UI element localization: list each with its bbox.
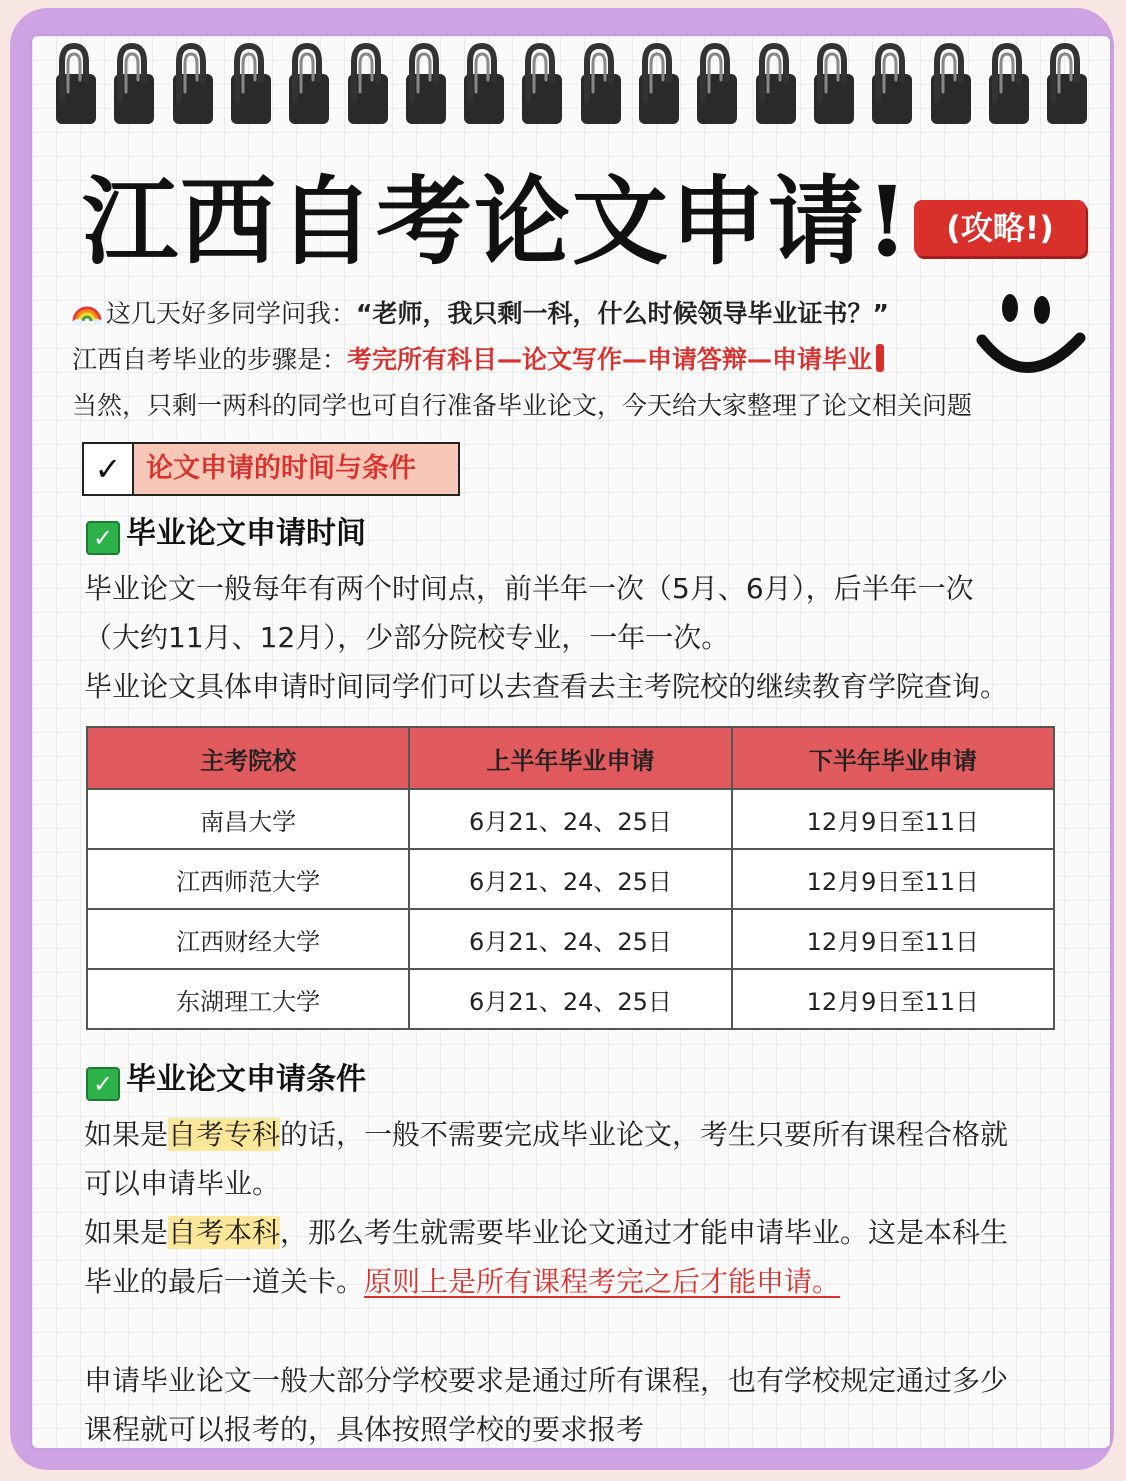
- condition-line: 可以申请毕业。: [84, 1167, 281, 1200]
- time-line: 毕业论文一般每年有两个时间点，前半年一次（5月、6月），后半年一次: [84, 572, 974, 605]
- table-row: [87, 909, 1054, 969]
- exclamation-icon: [876, 344, 884, 372]
- section-label: 论文申请的时间与条件: [134, 444, 458, 494]
- intro-line-3: 当然，只剩一两科的同学也可自行准备毕业论文，今天给大家整理了论文相关问题: [72, 391, 973, 420]
- schedule-table: [86, 726, 1055, 1030]
- spiral-ring: [923, 40, 979, 132]
- spiral-ring: [398, 40, 454, 132]
- spiral-ring: [514, 40, 570, 132]
- spiral-ring: [748, 40, 804, 132]
- text-run: 毕业的最后一道关卡。: [84, 1265, 365, 1298]
- table-cell: 6月21、24、25日: [409, 909, 731, 969]
- graduation-steps: 考完所有科目—论文写作—申请答辩—申请毕业: [347, 345, 873, 374]
- text-run: 如果是: [84, 1118, 169, 1151]
- spiral-ring: [223, 40, 279, 132]
- table-header-row: [87, 727, 1054, 789]
- spiral-ring: [631, 40, 687, 132]
- table-cell: 江西财经大学: [87, 909, 409, 969]
- spiral-ring: [864, 40, 920, 132]
- table-header: 主考院校: [87, 727, 409, 789]
- table-cell: 东湖理工大学: [87, 969, 409, 1029]
- spiral-ring: [573, 40, 629, 132]
- table-cell: 12月9日至11日: [732, 849, 1054, 909]
- condition-heading: [86, 1060, 366, 1101]
- time-heading: [86, 514, 366, 555]
- green-check-icon: ✓: [86, 1067, 120, 1101]
- time-heading-text: 毕业论文申请时间: [126, 516, 366, 551]
- rainbow-icon: [72, 297, 102, 327]
- highlight-zhuanke: 自考专科: [168, 1118, 281, 1151]
- spiral-ring: [340, 40, 396, 132]
- page-title: 江西自考论文申请!: [82, 165, 911, 278]
- condition-line: [84, 1110, 1094, 1159]
- condition-paragraph: [84, 1110, 1094, 1306]
- intro-quote: “老师，我只剩一科，什么时候领导毕业证书？”: [356, 299, 889, 328]
- check-icon: ✓: [84, 444, 134, 494]
- green-check-icon: ✓: [86, 521, 120, 555]
- requirement-line: 课程就可以报考的，具体按照学校的要求报考: [84, 1413, 645, 1446]
- spiral-ring: [48, 40, 104, 132]
- text-run: 如果是: [84, 1216, 169, 1249]
- principle-note: 原则上是所有课程考完之后才能申请。: [364, 1265, 841, 1298]
- spiral-ring: [689, 40, 745, 132]
- text-run: ，那么考生就需要毕业论文通过才能申请毕业。这是本科生: [280, 1216, 1009, 1249]
- spiral-ring: [1039, 40, 1095, 132]
- time-paragraph: [84, 564, 1094, 711]
- table-header: 上半年毕业申请: [409, 727, 731, 789]
- time-line: （大约11月、12月），少部分院校专业，一年一次。: [84, 621, 730, 654]
- condition-line: [84, 1257, 1094, 1306]
- title-badge: (攻略!): [914, 200, 1086, 256]
- requirement-line: 申请毕业论文一般大部分学校要求是通过所有课程，也有学校规定通过多少: [84, 1364, 1009, 1397]
- condition-line: [84, 1208, 1094, 1257]
- table-cell: 6月21、24、25日: [409, 969, 731, 1029]
- spiral-ring: [165, 40, 221, 132]
- table-cell: 12月9日至11日: [732, 909, 1054, 969]
- table-row: [87, 849, 1054, 909]
- section-header: [82, 442, 460, 496]
- time-line: 毕业论文具体申请时间同学们可以去查看去主考院校的继续教育学院查询。: [84, 670, 1009, 703]
- condition-heading-text: 毕业论文申请条件: [126, 1062, 366, 1097]
- table-cell: 江西师范大学: [87, 849, 409, 909]
- spiral-ring: [456, 40, 512, 132]
- spiral-binding: [48, 40, 1098, 132]
- table-row: [87, 969, 1054, 1029]
- spiral-ring: [106, 40, 162, 132]
- table-cell: 12月9日至11日: [732, 789, 1054, 849]
- highlight-benke: 自考本科: [168, 1216, 281, 1249]
- table-header: 下半年毕业申请: [732, 727, 1054, 789]
- spiral-ring: [806, 40, 862, 132]
- intro-line-2: [72, 340, 884, 380]
- table-cell: 6月21、24、25日: [409, 789, 731, 849]
- intro-line-2-prefix: 江西自考毕业的步骤是：: [72, 345, 348, 374]
- text-run: 的话，一般不需要完成毕业论文，考生只要所有课程合格就: [280, 1118, 1009, 1151]
- spiral-ring: [981, 40, 1037, 132]
- smiley-icon: [976, 288, 1086, 384]
- table-cell: 12月9日至11日: [732, 969, 1054, 1029]
- table-cell: 南昌大学: [87, 789, 409, 849]
- table-row: [87, 789, 1054, 849]
- intro-line-1: [72, 294, 889, 334]
- intro-line-1-prefix: 这几天好多同学问我：: [106, 299, 357, 328]
- requirement-paragraph: [84, 1356, 1094, 1454]
- table-cell: 6月21、24、25日: [409, 849, 731, 909]
- spiral-ring: [281, 40, 337, 132]
